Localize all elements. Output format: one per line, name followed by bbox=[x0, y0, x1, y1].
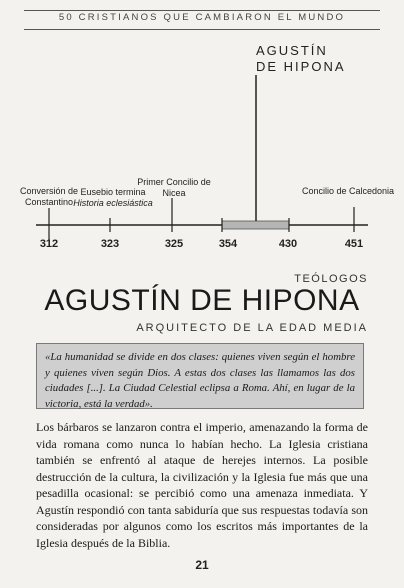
year-label: 354 bbox=[218, 238, 238, 250]
event-text: Eusebio termina bbox=[80, 187, 146, 197]
running-header: 50 CRISTIANOS QUE CAMBIARON EL MUNDO bbox=[58, 12, 346, 23]
lifespan-bar bbox=[222, 221, 289, 229]
chapter-title: AGUSTÍN DE HIPONA bbox=[44, 284, 360, 317]
year-label: 451 bbox=[344, 238, 364, 250]
event-text: Concilio de Calcedonia bbox=[301, 186, 395, 196]
year-label: 325 bbox=[164, 238, 184, 250]
subject-line-1: AGUSTÍN bbox=[256, 43, 328, 58]
page-number: 21 bbox=[195, 558, 209, 572]
body-paragraph: Los bárbaros se lanzaron contra el imperio, amenazando la forma de vida romana como nunca lo habían hecho. La Iglesia cristiana también se enfrentó al ataque de herejes internos. La posible destrucción de la cultura, la civilización y la Iglesia fue más que una pesadilla ocasional: se percibió como una amenaza inmediata. Y Agustín respondió con tanta sabiduría que sus respuestas todavía son consideradas por algunos como los escritos más importantes de la Iglesia después de la Biblia. bbox=[36, 420, 368, 550]
event-text: Conversión de bbox=[19, 186, 79, 196]
year-label: 430 bbox=[278, 238, 298, 250]
header-rule-top bbox=[24, 10, 380, 11]
chapter-category: TEÓLOGOS bbox=[294, 273, 368, 285]
chapter-subtitle: ARQUITECTO DE LA EDAD MEDIA bbox=[136, 322, 368, 334]
year-label: 312 bbox=[39, 238, 59, 250]
event-text: Primer Concilio de bbox=[137, 177, 211, 187]
timeline-subject-label bbox=[256, 43, 366, 75]
event-text: Constantino bbox=[24, 197, 74, 207]
event-label-calcedonia bbox=[300, 186, 396, 197]
subject-line-2: DE HIPONA bbox=[256, 59, 346, 74]
event-label-nicea bbox=[136, 177, 212, 199]
event-text: Nicea bbox=[162, 188, 186, 198]
year-label: 323 bbox=[100, 238, 120, 250]
event-text-italic: Historia eclesiástica bbox=[73, 198, 153, 208]
epigraph-quote: «La humanidad se divide en dos clases: quienes viven según el hombre y quienes viven según Dios. A estas dos clases las llamamos las dos ciudades [...]. La Ciudad Celestial eclipsa a Roma. Ahí, en lugar de la victoria, está la verdad». bbox=[36, 343, 364, 409]
